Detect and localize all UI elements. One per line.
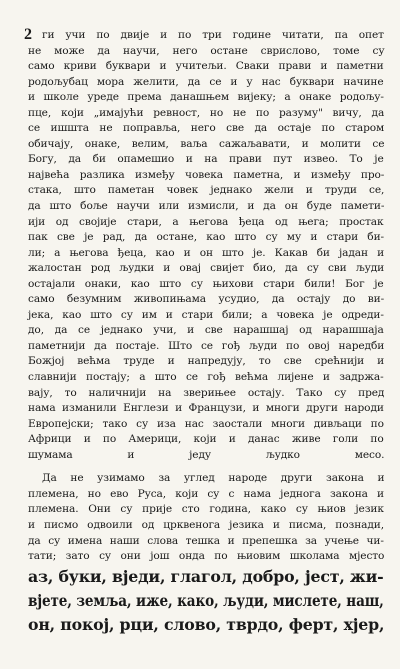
text-line: нама изманили Енглези и Французи, и многи други народи <box>28 402 384 415</box>
text-line: ли; а његова ђеца, као и он што је. Какав би јадан и <box>28 246 385 259</box>
text-line: Да не узимамо за углед народе други закона и <box>42 472 385 485</box>
text-line: пце, који „имајући ревност, но не по разуму" вичу, да <box>28 106 385 119</box>
text-line: јека, као што су им и стари били; а човека је одреди- <box>28 308 384 321</box>
text-line: родољубац мора желити, да се и у нас буквари начине <box>28 75 384 88</box>
text-line: се ишшта не поправља, него све да остаје по старом <box>28 122 385 135</box>
page-number: 2 <box>24 26 32 43</box>
text-line: шумама и једу људко месо. <box>28 448 385 461</box>
text-line: највећа разлика између човека паметна, и између про- <box>28 168 385 181</box>
text-line: племена, но ево Руса, који су с нама једнога закона и <box>28 487 385 500</box>
text-line: и школе уреде према данашњем вијеку; а онаке родољу- <box>28 91 384 104</box>
text-line: Африци и по Америци, који и данас живе голи по <box>28 433 384 446</box>
letter-names-line: он, покој, рци, слово, тврдо, ферт, хјер, <box>28 614 385 634</box>
text-line: да што боље научи или измисли, и да он буде памети- <box>28 200 385 213</box>
paragraph-2 <box>28 471 384 564</box>
text-line: славнији постају; а што се гођ већма лијене и задржа- <box>28 371 384 384</box>
letter-names-line: аз, буки, вједи, глагол, добро, јест, жи- <box>28 566 384 586</box>
text-line: тати; зато су они још онда по њиовим школама мјесто <box>28 550 385 563</box>
text-line: само криви буквари и учитељи. Сваки прави и паметни <box>28 60 384 73</box>
text-line: вају, то наличнији на зверињее остају. Тако су пред <box>28 386 385 399</box>
text-line: и писмо одвоили од црквенога језика и писма, познади, <box>28 518 385 531</box>
text-line: жалостан род људки и овај свијет био, да су сви људи <box>28 262 385 275</box>
text-line: стака, што паметан човек једнако жели и труди се, <box>28 184 385 197</box>
text-line: остајали онаки, као што су њихови стари били! Бог је <box>28 277 384 290</box>
paragraph-gap <box>28 463 384 471</box>
text-line: да су имена наши слова тешка и препешка за учење чи- <box>28 534 384 547</box>
text-line: до, да се једнако учи, и све нарашшај од нарашшаја <box>28 324 384 337</box>
paragraph-1 <box>28 28 384 463</box>
text-line: Божјој већма труде и напредују, то све срећнији и <box>28 355 385 368</box>
text-line: не може да научи, него остане сврислово, томе су <box>28 44 385 57</box>
text-line: само безумним живопињама усудио, да остају до ви- <box>28 293 385 306</box>
letter-names-line: вјете, земља, иже, како, људи, мислете, наш, <box>28 590 384 610</box>
letter-names-list <box>28 565 384 637</box>
text-line: паметнији да постаје. Што се гођ људи по овој наредби <box>28 339 385 352</box>
text-line: пак све је рад, да остане, као што су му и стари би- <box>28 231 385 244</box>
text-line: ији од својије стари, а његова ђеца од њега; простак <box>28 215 384 228</box>
text-line: обичају, онаке, велим, ваља сажаљавати, и молити се <box>28 137 385 150</box>
text-line: ги учи по двије и по три године читати, па опет <box>42 29 384 41</box>
text-line: племена. Они су прије сто година, како су њиов језик <box>28 503 384 516</box>
text-line: Богу, да би опамешио и на прави пут извео. То је <box>28 153 384 166</box>
text-line: Европејски; тако су иза нас заостали многи дивљаци по <box>28 417 384 430</box>
